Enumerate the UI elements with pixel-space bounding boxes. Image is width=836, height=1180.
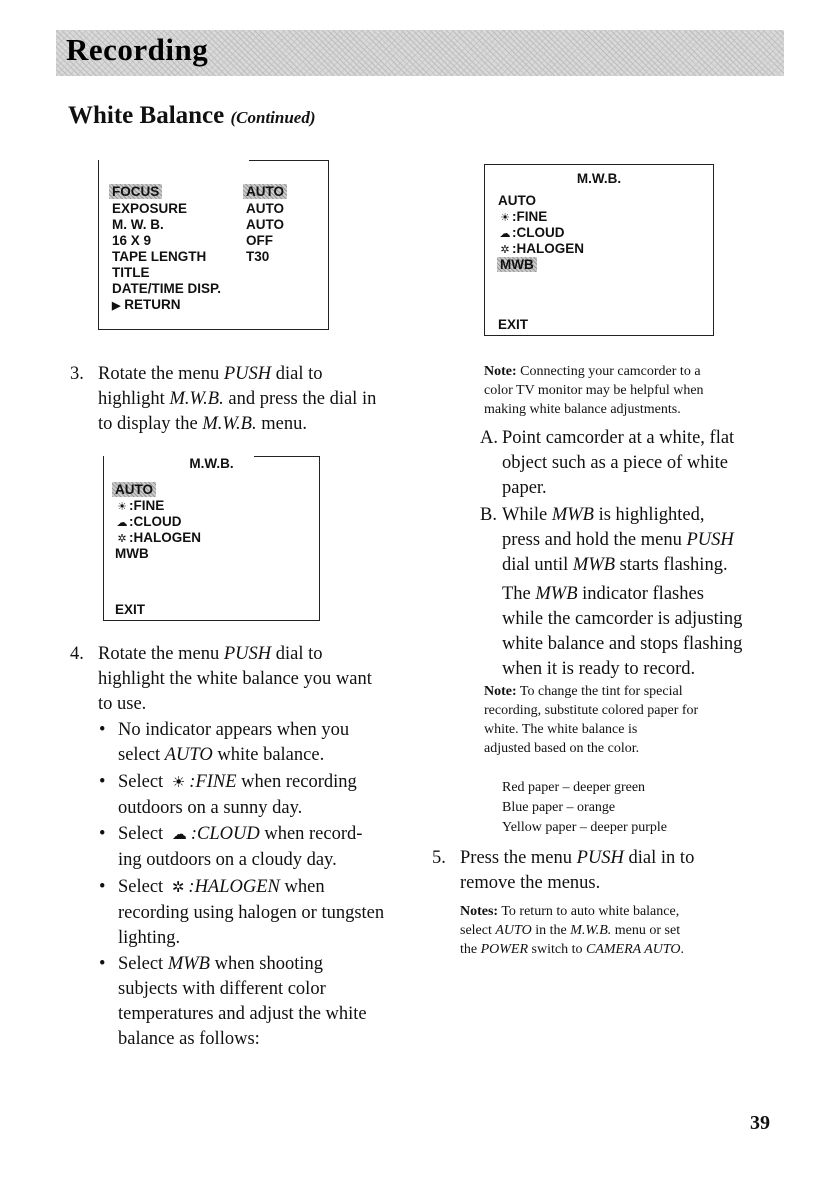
step-3-text-1b: dial to: [271, 364, 323, 384]
step-3-text-2a: highlight: [98, 389, 170, 409]
step-4-text-3: to use.: [98, 694, 147, 714]
mwb-left-exit: EXIT: [115, 602, 146, 617]
step-3-mwb-2: M.W.B.: [202, 414, 257, 434]
step-5-block: [432, 846, 792, 906]
notes-3-power: POWER: [480, 942, 529, 957]
step-4-push: PUSH: [223, 644, 272, 664]
note-2-label: Note:: [484, 684, 517, 699]
lamp-icon-inline: ✲: [171, 880, 185, 896]
mwb-left-item-auto: AUTO: [112, 482, 156, 497]
notes-3-text-3a: the: [460, 942, 481, 957]
tint-blue: Blue paper – orange: [502, 800, 616, 815]
mwb-item-auto: AUTO: [498, 193, 537, 208]
substep-b-text-3b: starts flashing.: [615, 555, 728, 575]
step-3-mwb: M.W.B.: [169, 389, 224, 409]
substep-c: [502, 582, 742, 682]
mwb-item-mwb: MWB: [497, 257, 537, 272]
bullet-dot: •: [99, 720, 106, 740]
notes-3-text-2c: menu or set: [611, 923, 681, 938]
notes-3-auto: AUTO: [495, 923, 532, 938]
mwb-left-item-cloud: :CLOUD: [129, 514, 182, 529]
bullet-cloud-text-1b: when record-: [259, 824, 363, 844]
note-1-text-1: Connecting your camcorder to a: [516, 364, 701, 379]
bullet-halogen-text-1a: Select: [118, 877, 168, 897]
menu-datetime-label: DATE/TIME DISP.: [112, 281, 222, 296]
main-menu-screen: [98, 160, 329, 330]
bullet-dot: •: [99, 772, 106, 792]
menu-16x9-label: 16 X 9: [112, 233, 152, 248]
step-3-num: 3.: [70, 364, 84, 384]
menu-focus-value: AUTO: [243, 184, 287, 199]
step-3-push: PUSH: [223, 364, 272, 384]
substep-a-label: A.: [480, 428, 498, 448]
page-number: 39: [750, 1112, 770, 1134]
substep-b-push: PUSH: [686, 530, 734, 550]
bullet-cloud-cloud: :CLOUD: [190, 824, 260, 844]
notes-3-mwb: M.W.B.: [570, 923, 612, 938]
step-3-text-2b: and press the dial in: [223, 389, 377, 409]
mwb-left-item-halogen: :HALOGEN: [129, 530, 201, 545]
bullet-auto: [118, 718, 349, 768]
lamp-icon: ✲: [500, 244, 510, 256]
bullet-fine-text-1a: Select: [118, 772, 168, 792]
note-2-text-2: recording, substitute colored paper for: [484, 703, 699, 718]
menu-mwb-label: M. W. B.: [112, 217, 164, 232]
bullet-fine: [118, 770, 357, 821]
step-5-text-2: remove the menus.: [460, 873, 601, 893]
mwb-menu-screen-left: [103, 456, 320, 621]
step-3-text-3b: menu.: [256, 414, 307, 434]
bullet-auto-text-2a: select: [118, 745, 165, 765]
bullet-mwb-mwb: MWB: [167, 954, 210, 974]
header-title: Recording: [66, 32, 209, 67]
step-4-text-2: highlight the white balance you want: [98, 669, 372, 689]
mwb-exit: EXIT: [498, 317, 529, 332]
substep-b-text-1a: While: [502, 505, 552, 525]
bullet-mwb-text-2: subjects with different color: [118, 979, 326, 999]
cloud-icon: ☁: [499, 228, 511, 240]
right-column: [480, 426, 800, 696]
cloud-icon-left: ☁: [116, 517, 128, 529]
bullet-halogen: [118, 875, 384, 951]
bullet-mwb-text-3: temperatures and adjust the white: [118, 1004, 367, 1024]
step-3-text-3a: to display the: [98, 414, 203, 434]
bullet-mwb-text-1b: when shooting: [209, 954, 324, 974]
notes-3-camera-auto: CAMERA AUTO: [586, 942, 681, 957]
menu-frame-top: [249, 160, 329, 161]
note-1-text-3: making white balance adjustments.: [484, 402, 681, 417]
substep-c-text-1a: The: [502, 584, 536, 604]
notes-3-label: Notes:: [460, 904, 499, 919]
menu-focus-label: FOCUS: [109, 184, 162, 199]
substep-b-text-1b: is highlighted,: [593, 505, 705, 525]
mwb-item-fine: :FINE: [512, 209, 548, 224]
play-triangle-icon: ▶: [112, 300, 121, 312]
step-5-text-1a: Press the menu: [460, 848, 577, 868]
bullet-fine-text-1b: when recording: [236, 772, 357, 792]
step-3-text-1: Rotate the menu: [98, 364, 224, 384]
bullet-halogen-text-1b: when: [279, 877, 325, 897]
substep-b-mwb-2: MWB: [572, 555, 616, 575]
mwb-item-cloud: :CLOUD: [512, 225, 565, 240]
note-2-text-1: To change the tint for special: [516, 684, 683, 699]
notes-3-text-2b: in the: [531, 923, 571, 938]
bullet-fine-fine: :FINE: [189, 772, 237, 792]
substep-b-label: B.: [480, 505, 497, 525]
bullet-mwb-text-1a: Select: [118, 954, 168, 974]
tint-yellow: Yellow paper – deeper purple: [502, 820, 667, 835]
substep-a-text-2: object such as a piece of white: [502, 453, 729, 473]
note-1: [484, 362, 784, 419]
section-subtitle: (Continued): [230, 108, 316, 127]
notes-3: [460, 902, 780, 959]
notes-3-text-3b: switch to: [528, 942, 586, 957]
left-column-lower: [70, 642, 430, 1062]
substep-a: [502, 426, 734, 501]
step-3: [98, 362, 376, 437]
menu-16x9-value: OFF: [246, 233, 273, 248]
mwb-left-item-mwb: MWB: [115, 546, 149, 561]
bullet-mwb: [118, 952, 367, 1052]
tint-red: Red paper – deeper green: [502, 780, 646, 795]
section-title-text: White Balance: [68, 102, 225, 129]
bullet-cloud-text-1a: Select: [118, 824, 168, 844]
substep-c-text-1b: indicator flashes: [577, 584, 704, 604]
bullet-cloud: [118, 822, 362, 873]
note-1-text-2: color TV monitor may be helpful when: [484, 383, 704, 398]
bullet-fine-text-2: outdoors on a sunny day.: [118, 798, 303, 818]
menu-mwb-value: AUTO: [246, 217, 285, 232]
note-2-text-3: white. The white balance is: [484, 722, 638, 737]
mwb-menu-title-left: M.W.B.: [189, 456, 234, 471]
header-banner: [56, 30, 784, 76]
sun-icon-left: ☀: [117, 501, 127, 513]
notes-3-text-2a: select: [460, 923, 496, 938]
mwb-item-halogen: :HALOGEN: [512, 241, 584, 256]
step-4: [98, 642, 372, 717]
menu-title-label: TITLE: [112, 265, 150, 280]
bullet-dot: •: [99, 824, 106, 844]
tint-list: [502, 778, 782, 838]
substep-a-text-1: Point camcorder at a white, flat: [502, 428, 735, 448]
bullet-halogen-text-2: recording using halogen or tungsten: [118, 903, 385, 923]
bullet-dot: •: [99, 954, 106, 974]
substep-c-text-2: while the camcorder is adjusting: [502, 609, 743, 629]
mwb-menu-screen-right: [484, 164, 714, 336]
mwb-menu-title: M.W.B.: [576, 171, 622, 186]
menu-exposure-label: EXPOSURE: [112, 201, 188, 216]
menu-exposure-value: AUTO: [246, 201, 285, 216]
lamp-icon-left: ✲: [117, 533, 127, 545]
bullet-halogen-halogen: :HALOGEN: [188, 877, 280, 897]
cloud-icon-inline: ☁: [171, 827, 187, 843]
step-5: [460, 846, 694, 896]
note-2-text-4: adjusted based on the color.: [484, 741, 640, 756]
menu-tape-length-label: TAPE LENGTH: [112, 249, 207, 264]
substep-b-text-3a: dial until: [502, 555, 573, 575]
notes-3-text-1: To return to auto white balance,: [498, 904, 680, 919]
bullet-mwb-text-4: balance as follows:: [118, 1029, 260, 1049]
step-4-num: 4.: [70, 644, 84, 664]
substep-b-mwb: MWB: [551, 505, 594, 525]
mwb-left-item-fine: :FINE: [129, 498, 165, 513]
menu-return-label: RETURN: [124, 297, 181, 312]
section-title: [68, 102, 316, 130]
step-5-num: 5.: [432, 848, 446, 868]
note-1-label: Note:: [484, 364, 517, 379]
sun-icon-inline: ☀: [171, 775, 186, 791]
step-4-text-1b: dial to: [271, 644, 323, 664]
substep-c-text-3: white balance and stops flashing: [502, 634, 743, 654]
menu-tape-length-value: T30: [246, 249, 270, 264]
substep-c-mwb: MWB: [535, 584, 578, 604]
step-5-text-1b: dial in to: [623, 848, 695, 868]
step-5-push: PUSH: [576, 848, 624, 868]
bullet-auto-auto: AUTO: [164, 745, 213, 765]
step-4-text-1a: Rotate the menu: [98, 644, 224, 664]
sun-icon: ☀: [500, 212, 510, 224]
substep-a-text-3: paper.: [502, 478, 547, 498]
bullet-halogen-text-3: lighting.: [118, 928, 181, 948]
substep-c-text-4: when it is ready to record.: [502, 659, 696, 679]
bullet-cloud-text-2: ing outdoors on a cloudy day.: [118, 850, 337, 870]
note-2: [484, 682, 784, 758]
substep-b-text-2a: press and hold the menu: [502, 530, 687, 550]
bullet-auto-text-2b: white balance.: [212, 745, 325, 765]
notes-3-text-3c: .: [680, 942, 685, 957]
bullet-dot: •: [99, 877, 106, 897]
bullet-auto-text-1: No indicator appears when you: [118, 720, 350, 740]
substep-b: [502, 503, 734, 578]
